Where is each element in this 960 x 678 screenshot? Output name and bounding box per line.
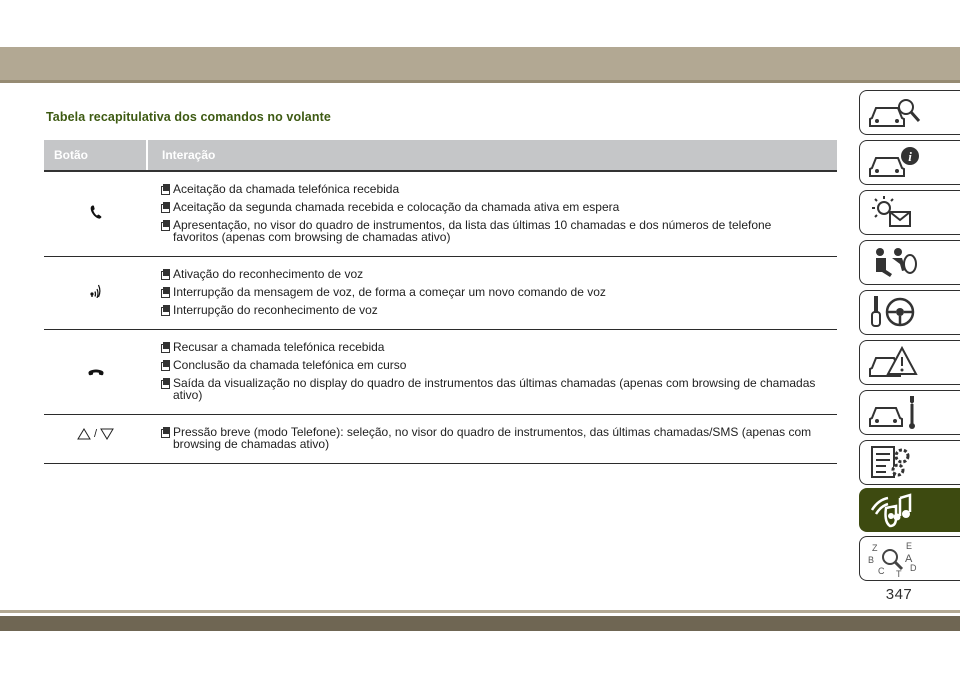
section-title: Tabela recapitulativa dos comandos no volante bbox=[46, 110, 331, 124]
table-row bbox=[44, 330, 837, 415]
car-search-icon bbox=[866, 94, 926, 132]
up-arrow-icon bbox=[77, 428, 91, 440]
header-button: Botão bbox=[44, 140, 147, 171]
tab-multimedia[interactable] bbox=[859, 488, 960, 532]
multimedia-music-icon bbox=[866, 492, 926, 530]
button-cell bbox=[44, 330, 147, 415]
checkbox-bullet-icon bbox=[161, 220, 170, 230]
table-row bbox=[44, 415, 837, 464]
checkbox-bullet-icon bbox=[161, 202, 170, 212]
tab-emergency[interactable] bbox=[859, 340, 960, 385]
car-info-icon bbox=[866, 144, 926, 182]
list-item: Interrupção do reconhecimento de voz bbox=[161, 304, 817, 316]
checkbox-bullet-icon bbox=[161, 360, 170, 370]
checkbox-bullet-icon bbox=[161, 342, 170, 352]
interaction-cell bbox=[147, 415, 837, 464]
key-steering-wheel-icon bbox=[866, 294, 926, 332]
checkbox-bullet-icon bbox=[161, 427, 170, 437]
list-item: Pressão breve (modo Telefone): seleção, no visor do quadro de instrumentos, das últimas chamadas/SMS (apenas com browsing de chamadas ativo) bbox=[161, 426, 817, 450]
specs-gear-icon bbox=[866, 444, 926, 482]
index-letter: A bbox=[905, 553, 913, 565]
button-cell bbox=[44, 257, 147, 330]
interaction-cell bbox=[147, 257, 837, 330]
bottom-divider bbox=[0, 610, 960, 613]
list-item: Conclusão da chamada telefónica em curso bbox=[161, 359, 817, 371]
table-header-row bbox=[44, 140, 837, 171]
list-item: Interrupção da mensagem de voz, de forma a começar um novo comando de voz bbox=[161, 286, 817, 298]
table-row bbox=[44, 171, 837, 257]
list-item: Apresentação, no visor do quadro de instrumentos, da lista das últimas 10 chamadas e dos números de telefone favoritos (apenas com browsing de chamadas ativo) bbox=[161, 219, 817, 243]
top-divider bbox=[0, 80, 960, 83]
down-arrow-icon bbox=[100, 428, 114, 440]
checkbox-bullet-icon bbox=[161, 305, 170, 315]
tab-car-info[interactable] bbox=[859, 140, 960, 185]
interaction-cell bbox=[147, 330, 837, 415]
warning-light-message-icon bbox=[866, 194, 926, 232]
bottom-decorative-band bbox=[0, 616, 960, 631]
index-letter: D bbox=[910, 563, 917, 573]
tab-safety[interactable] bbox=[859, 240, 960, 285]
index-letter: Z bbox=[872, 543, 878, 553]
checkbox-bullet-icon bbox=[161, 287, 170, 297]
page-number: 347 bbox=[885, 586, 913, 603]
list-item: Aceitação da chamada telefónica recebida bbox=[161, 183, 817, 195]
phone-answer-icon bbox=[90, 205, 102, 219]
tab-maintenance[interactable] bbox=[859, 390, 960, 435]
checkbox-bullet-icon bbox=[161, 269, 170, 279]
svg-text:i: i bbox=[908, 149, 912, 164]
tab-technical-specs[interactable] bbox=[859, 440, 960, 485]
airbag-seat-safety-icon bbox=[866, 244, 926, 282]
tab-starting-driving[interactable] bbox=[859, 290, 960, 335]
button-cell bbox=[44, 171, 147, 257]
index-letter: T bbox=[896, 569, 902, 578]
header-interaction: Interação bbox=[147, 140, 837, 171]
alphabetical-index-icon bbox=[866, 540, 926, 578]
index-letter: B bbox=[868, 555, 875, 565]
interaction-cell bbox=[147, 171, 837, 257]
list-item: Saída da visualização no display do quadro de instrumentos das últimas chamadas (apenas com browsing de chamadas ativo) bbox=[161, 377, 817, 401]
tab-index[interactable] bbox=[859, 536, 960, 581]
up-down-arrows-icon: / bbox=[77, 428, 114, 440]
car-service-wrench-icon bbox=[866, 394, 926, 432]
index-letter: C bbox=[878, 566, 885, 576]
list-item: Ativação do reconhecimento de voz bbox=[161, 268, 817, 280]
top-decorative-band bbox=[0, 47, 960, 81]
tab-warning-lights[interactable] bbox=[859, 190, 960, 235]
tab-car-search[interactable] bbox=[859, 90, 960, 135]
button-cell bbox=[44, 415, 147, 464]
car-emergency-icon bbox=[866, 344, 926, 382]
steering-wheel-commands-table bbox=[44, 140, 837, 464]
table-row bbox=[44, 257, 837, 330]
list-item: Recusar a chamada telefónica recebida bbox=[161, 341, 817, 353]
index-letter: E bbox=[906, 541, 913, 551]
phone-hangup-icon bbox=[88, 368, 104, 376]
checkbox-bullet-icon bbox=[161, 378, 170, 388]
list-item: Aceitação da segunda chamada recebida e colocação da chamada ativa em espera bbox=[161, 201, 817, 213]
checkbox-bullet-icon bbox=[161, 184, 170, 194]
voice-command-icon bbox=[89, 284, 103, 298]
